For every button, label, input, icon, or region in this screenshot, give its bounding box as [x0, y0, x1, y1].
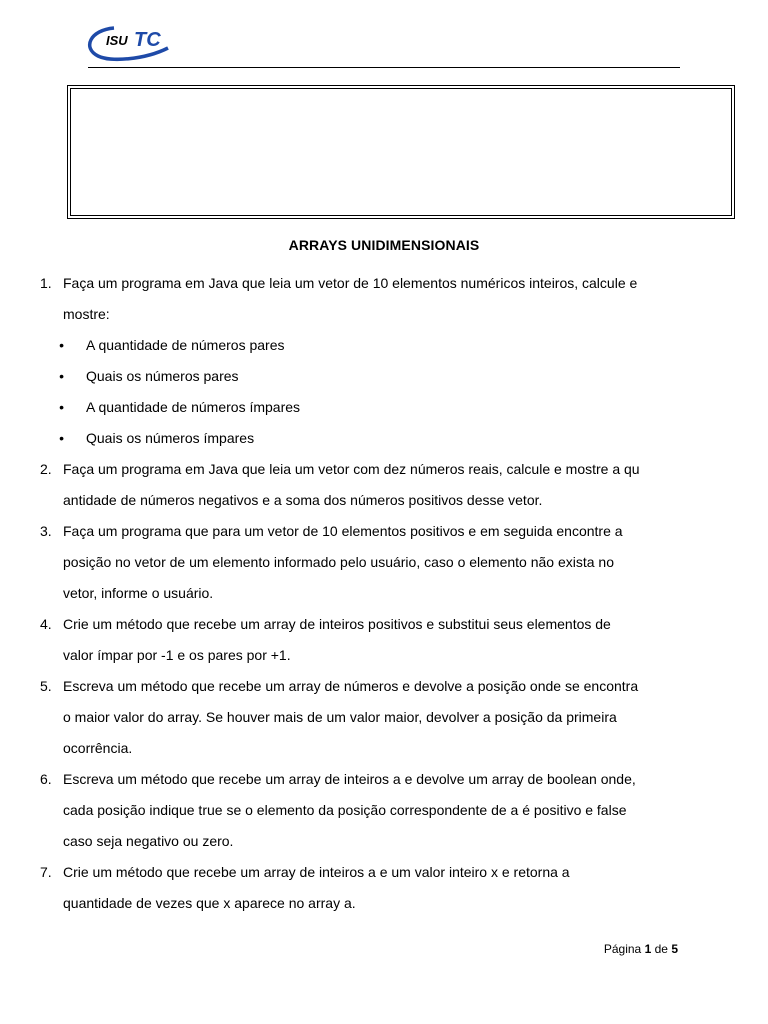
- bullet-text: A quantidade de números ímpares: [86, 399, 301, 415]
- exercise-line: [40, 485, 690, 516]
- page-sep: de: [654, 942, 668, 956]
- exercise-number: [40, 702, 63, 733]
- bullet-item: [40, 330, 690, 361]
- exercise-text: posição no vetor de um elemento informado pelo usuário, caso o elemento não exista no: [63, 554, 615, 570]
- exercise-text: antidade de números negativos e a soma dos números positivos desse vetor.: [63, 492, 543, 508]
- exercise-line: [40, 640, 690, 671]
- exercise-line: [40, 609, 690, 640]
- exercise-line: [40, 578, 690, 609]
- logo-text-isu: ISU: [106, 33, 128, 48]
- exercise-text: Faça um programa que para um vetor de 10 elementos positivos e em seguida encontre a: [63, 523, 623, 539]
- page-number: [604, 942, 678, 956]
- exercise-line: [40, 516, 690, 547]
- page-total: 5: [671, 942, 678, 956]
- bullet-dot-icon: •: [59, 368, 64, 384]
- exercise-number: 2.: [40, 461, 52, 477]
- bullet-item: [40, 361, 690, 392]
- exercise-line: [40, 547, 690, 578]
- exercise-number: 4.: [40, 616, 52, 632]
- logo-text-tc: TC: [134, 29, 161, 51]
- exercise-text: Faça um programa em Java que leia um vetor com dez números reais, calcule e mostre a qu: [63, 461, 640, 477]
- bullet-item: [40, 392, 690, 423]
- header-box-inner: [70, 88, 732, 216]
- bullet-text: Quais os números pares: [86, 368, 239, 384]
- exercise-number: 3.: [40, 523, 52, 539]
- exercise-number: 7.: [40, 864, 52, 880]
- exercise-line: [40, 826, 690, 857]
- bullet-dot-icon: •: [59, 430, 64, 446]
- exercise-line: [40, 733, 690, 764]
- exercise-number: [40, 485, 63, 516]
- exercise-text: mostre:: [63, 306, 110, 322]
- exercise-text: o maior valor do array. Se houver mais de um valor maior, devolver a posição da primeira: [63, 709, 617, 725]
- exercise-line: [40, 795, 690, 826]
- exercise-number: [40, 733, 63, 764]
- exercise-line: [40, 764, 690, 795]
- exercise-text: Escreva um método que recebe um array de números e devolve a posição onde se encontra: [63, 678, 639, 694]
- bullet-dot-icon: •: [59, 337, 64, 353]
- exercise-text: Crie um método que recebe um array de inteiros positivos e substitui seus elementos de: [63, 616, 611, 632]
- exercise-number: 5.: [40, 678, 52, 694]
- page-label: Página: [603, 942, 642, 956]
- document-title: ARRAYS UNIDIMENSIONAIS: [288, 237, 480, 253]
- exercise-line: [40, 454, 690, 485]
- header-rule: [88, 67, 680, 68]
- exercise-text: caso seja negativo ou zero.: [63, 833, 234, 849]
- exercise-list: [40, 268, 690, 919]
- bullet-text: A quantidade de números pares: [86, 337, 285, 353]
- exercise-line: [40, 268, 690, 299]
- bullet-item: [40, 423, 690, 454]
- bullet-list: [40, 330, 690, 454]
- exercise-number: [40, 795, 63, 826]
- exercise-line: [40, 671, 690, 702]
- exercise-number: 6.: [40, 771, 52, 787]
- exercise-text: ocorrência.: [63, 740, 133, 756]
- header-box: [67, 85, 735, 219]
- exercise-number: [40, 299, 63, 330]
- exercise-text: vetor, informe o usuário.: [63, 585, 214, 601]
- exercise-text: valor ímpar por -1 e os pares por +1.: [63, 647, 291, 663]
- isutc-logo: [84, 22, 174, 64]
- bullet-text: Quais os números ímpares: [86, 430, 255, 446]
- exercise-number: [40, 826, 63, 857]
- exercise-line: [40, 888, 690, 919]
- exercise-text: cada posição indique true se o elemento da posição correspondente de a é positivo e false: [63, 802, 627, 818]
- bullet-dot-icon: •: [59, 399, 64, 415]
- exercise-number: 1.: [40, 275, 52, 291]
- exercise-line: [40, 299, 690, 330]
- exercise-text: Crie um método que recebe um array de inteiros a e um valor inteiro x e retorna a: [63, 864, 570, 880]
- exercise-text: Escreva um método que recebe um array de inteiros a e devolve um array de boolean onde,: [63, 771, 636, 787]
- exercise-number: [40, 888, 63, 919]
- exercise-number: [40, 640, 63, 671]
- exercise-number: [40, 578, 63, 609]
- page-current: 1: [644, 942, 652, 956]
- exercise-line: [40, 857, 690, 888]
- exercise-line: [40, 702, 690, 733]
- exercise-text: quantidade de vezes que x aparece no array a.: [63, 895, 356, 911]
- exercise-text: Faça um programa em Java que leia um vetor de 10 elementos numéricos inteiros, calcule e: [63, 275, 638, 291]
- exercise-number: [40, 547, 63, 578]
